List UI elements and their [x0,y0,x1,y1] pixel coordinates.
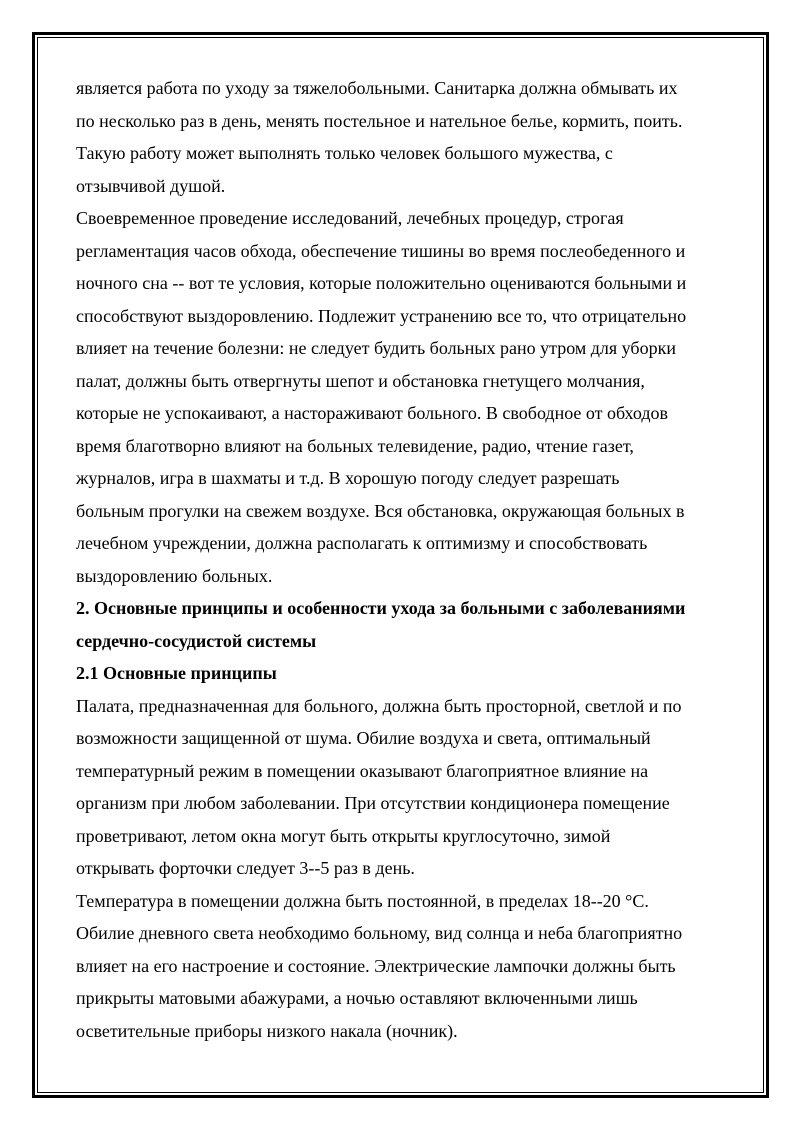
heading-line: сердечно-сосудистой системы [76,630,317,651]
text-line: Обилие дневного света необходимо больному, вид солнца и неба благоприятно [76,923,683,943]
paragraph-intro [76,72,736,202]
paragraph-procedures [76,202,736,592]
text-line: способствуют выздоровлению. Подлежит устранению все то, что отрицательно [76,305,687,326]
text-line: палат, должны быть отвергнуты шепот и обстановка гнетущего молчания, [76,370,645,391]
text-line: лечебном учреждении, должна располагать к оптимизму и способствовать [76,533,648,553]
text-line: является работа по уходу за тяжелобольными. Санитарка должна обмывать их [76,78,678,98]
text-line: которые не успокаивают, а настораживают больного. В свободное от обходов [76,403,668,423]
text-line: Такую работу может выполнять только человек большого мужества, с [76,143,613,163]
text-line: прикрыты матовыми абажурами, а ночью оставляют включенными лишь [76,988,638,1008]
text-line: больным прогулки на свежем воздухе. Вся обстановка, окружающая больных в [76,500,685,521]
text-line: отзывчивой душой. [76,175,226,196]
text-line: влияет на его настроение и состояние. Электрические лампочки должны быть [76,955,676,976]
text-line: проветривают, летом окна могут быть открыты круглосуточно, зимой [76,825,611,846]
text-line: по несколько раз в день, менять постельное и нательное белье, кормить, поить. [76,110,683,131]
text-line: влияет на течение болезни: не следует будить больных рано утром для уборки [76,338,676,358]
text-line: время благотворно влияют на больных телевидение, радио, чтение газет, [76,435,634,456]
document-body [76,72,736,1047]
paragraph-ward [76,690,736,885]
text-line: ночного сна -- вот те условия, которые положительно оцениваются больными и [76,273,687,293]
text-line: Палата, предназначенная для больного, должна быть просторной, светлой и по [76,695,682,716]
heading-line: 2.1 Основные принципы [76,663,277,683]
text-line: организм при любом заболевании. При отсутствии кондиционера помещение [76,793,670,813]
text-line: возможности защищенной от шума. Обилие воздуха и света, оптимальный [76,728,651,748]
section-heading [76,592,736,657]
text-line: осветительные приборы низкого накала (ночник). [76,1020,458,1041]
text-line: регламентация часов обхода, обеспечение тишины во время послеобеденного и [76,240,686,261]
text-line: выздоровлению больных. [76,565,273,586]
paragraph-temperature [76,885,736,1048]
text-line: Температура в помещении должна быть постоянной, в пределах 18--20 °C. [76,890,649,911]
text-line: журналов, игра в шахматы и т.д. В хорошую погоду следует разрешать [76,468,620,488]
text-line: температурный режим в помещении оказывают благоприятное влияние на [76,760,649,781]
subsection-heading [76,657,736,690]
heading-line: 2. Основные принципы и особенности ухода за больными с заболеваниями [76,598,686,618]
text-line: открывать форточки следует 3--5 раз в день. [76,858,415,878]
text-line: Своевременное проведение исследований, лечебных процедур, строгая [76,208,624,228]
